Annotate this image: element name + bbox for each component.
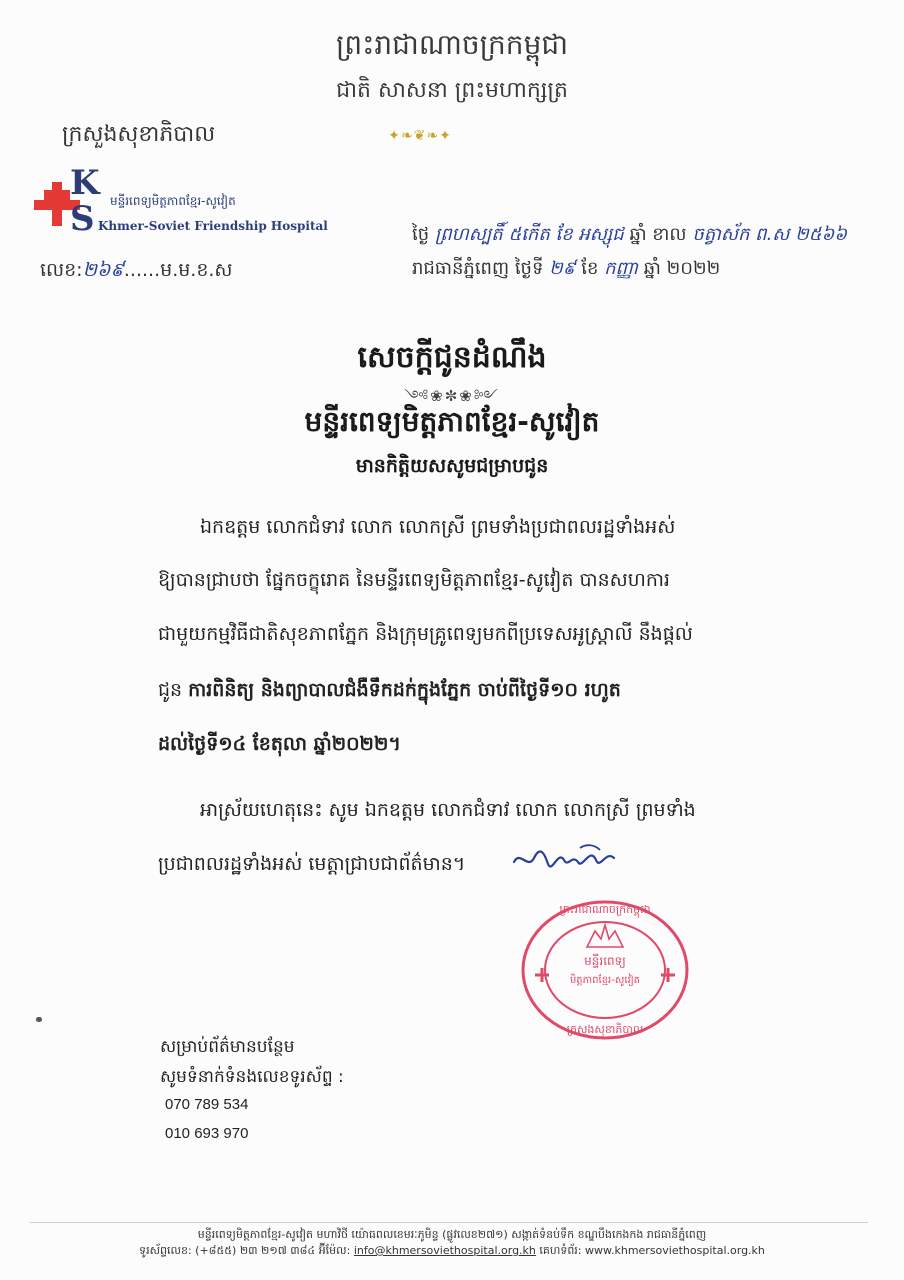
official-stamp bbox=[515, 895, 695, 1045]
solar-month: កញ្ញា bbox=[604, 258, 639, 279]
solar-year: ឆ្នាំ ២០២២ bbox=[643, 258, 721, 279]
lunar-era: ចត្វាស័ក ព.ស ២៥៦៦ bbox=[692, 224, 848, 245]
kingdom-heading: ព្រះរាជាណាចក្រកម្ពុជា bbox=[335, 28, 568, 61]
reference-number bbox=[40, 258, 233, 286]
reference-prefix: លេខ: bbox=[40, 259, 83, 281]
svg-text:S: S bbox=[70, 199, 95, 239]
stamp-center-text: មន្ទីរពេទ្យ bbox=[584, 954, 626, 968]
contact-label-1: សម្រាប់ព័ត៌មានបន្ថែម bbox=[160, 1037, 295, 1057]
body-line-1: ឯកឧត្តម លោកជំទាវ លោក លោកស្រី ព្រមទាំងប្រជាពលរដ្ឋទាំងអស់ bbox=[200, 516, 676, 538]
footer-email-link[interactable]: info@khmersoviethospital.org.kh bbox=[353, 1244, 536, 1257]
footer-website[interactable]: គេហទំព័រ: www.khmersoviethospital.org.kh bbox=[539, 1244, 765, 1257]
scan-speck bbox=[36, 1017, 42, 1022]
phone-number-2: 010 693 970 bbox=[165, 1125, 249, 1142]
national-motto: ជាតិ សាសនា ព្រះមហាក្សត្រ bbox=[336, 78, 568, 103]
phone-number-1: 070 789 534 bbox=[165, 1096, 249, 1113]
hospital-name-english: Khmer-Soviet Friendship Hospital bbox=[98, 219, 328, 233]
solar-day: ២៩ bbox=[549, 258, 576, 279]
stamp-bottom-text: ក្រសួងសុខាភិបាល bbox=[566, 1023, 644, 1036]
reference-number-value: ២៦៩ bbox=[82, 259, 124, 281]
body-line-4 bbox=[158, 678, 621, 706]
hospital-heading: មន្ទីរពេទ្យមិត្តភាពខ្មែរ-សូវៀត bbox=[304, 405, 600, 438]
footer-divider bbox=[30, 1222, 868, 1223]
hospital-logo bbox=[34, 164, 104, 246]
footer-address: មន្ទីរពេទ្យមិត្តភាពខ្មែរ-សូវៀត មហាវិថី យ៉ោធពលខេមរៈភូមិន្ទ (ផ្លូវលេខ២៧១) សង្កាត់ទំនប់ទឹក ខណ្ឌបឹងកេងកង រាជធានីភ្នំពេញ bbox=[197, 1228, 707, 1241]
body-line-2: ឱ្យបានជ្រាបថា ផ្នែកចក្ខុរោគ នៃមន្ទីរពេទ្យមិត្តភាពខ្មែរ-សូវៀត បានសហការ bbox=[158, 569, 670, 591]
stamp-center-text-2: មិត្តភាពខ្មែរ-សូវៀត bbox=[569, 975, 641, 986]
body-line-7: ប្រជាពលរដ្ឋទាំងអស់ មេត្តាជ្រាបជាព័ត៌មាន។ bbox=[158, 853, 466, 875]
reference-suffix: ......ម.ម.ខ.ស bbox=[123, 259, 233, 281]
footer-contacts bbox=[0, 1244, 904, 1260]
body-line-6: អាស្រ័យហេតុនេះ សូម ឯកឧត្តម លោកជំទាវ លោក លោកស្រី ព្រមទាំង bbox=[200, 799, 696, 821]
ministry-name: ក្រសួងសុខាភិបាល bbox=[62, 122, 216, 147]
lunar-year: ឆ្នាំ ខាល bbox=[629, 224, 687, 245]
announcement-intro: មានកិត្តិយសសូមជម្រាបជូន bbox=[355, 455, 549, 477]
document-title: សេចក្តីជូនដំណឹង bbox=[357, 340, 547, 375]
body-line-5: ដល់ថ្ងៃទី១៤ ខែតុលា ឆ្នាំ២០២២។ bbox=[158, 733, 401, 755]
lunar-day: ព្រហស្បតិ៍ ៥កើត ខែ អស្សុជ bbox=[434, 224, 624, 245]
title-divider: ༺❀✼❀༻ bbox=[404, 387, 500, 405]
body-line-4-plain: ជូន bbox=[158, 679, 183, 701]
body-line-3: ជាមួយកម្មវិធីជាតិសុខភាពភ្នែក និងក្រុមគ្រូពេទ្យមកពីប្រទេសអូស្ត្រាលី នឹងផ្តល់ bbox=[158, 623, 693, 645]
solar-month-label: ខែ bbox=[581, 258, 599, 279]
signature bbox=[510, 840, 620, 886]
solar-date-prefix: រាជធានីភ្នំពេញ ថ្ងៃទី bbox=[412, 258, 544, 279]
hospital-name-khmer: មន្ទីរពេទ្យមិត្តភាពខ្មែរ-សូវៀត bbox=[110, 194, 236, 208]
solar-date bbox=[412, 256, 720, 283]
lunar-date-prefix: ថ្ងៃ bbox=[412, 224, 430, 245]
contact-label-2: សូមទំនាក់ទំនងលេខទូរស័ព្ទ : bbox=[160, 1067, 344, 1087]
stamp-top-text: ព្រះរាជាណាចក្រកម្ពុជា bbox=[559, 903, 651, 916]
footer-phone: ទូរស័ព្ទលេខ: (+៨៥៥) ២៣ ២១៧ ៣៨៤ អ៊ីម៉ែល: bbox=[139, 1244, 351, 1257]
body-line-4-bold: ការពិនិត្យ និងព្យាបាលជំងឺទឹកដក់ក្នុងភ្នែក ចាប់ពីថ្ងៃទី១០ រហូត bbox=[188, 679, 621, 701]
svg-text:K: K bbox=[70, 164, 100, 203]
header-ornament: ✦❧❦❧✦ bbox=[388, 128, 452, 144]
lunar-date bbox=[412, 222, 847, 249]
